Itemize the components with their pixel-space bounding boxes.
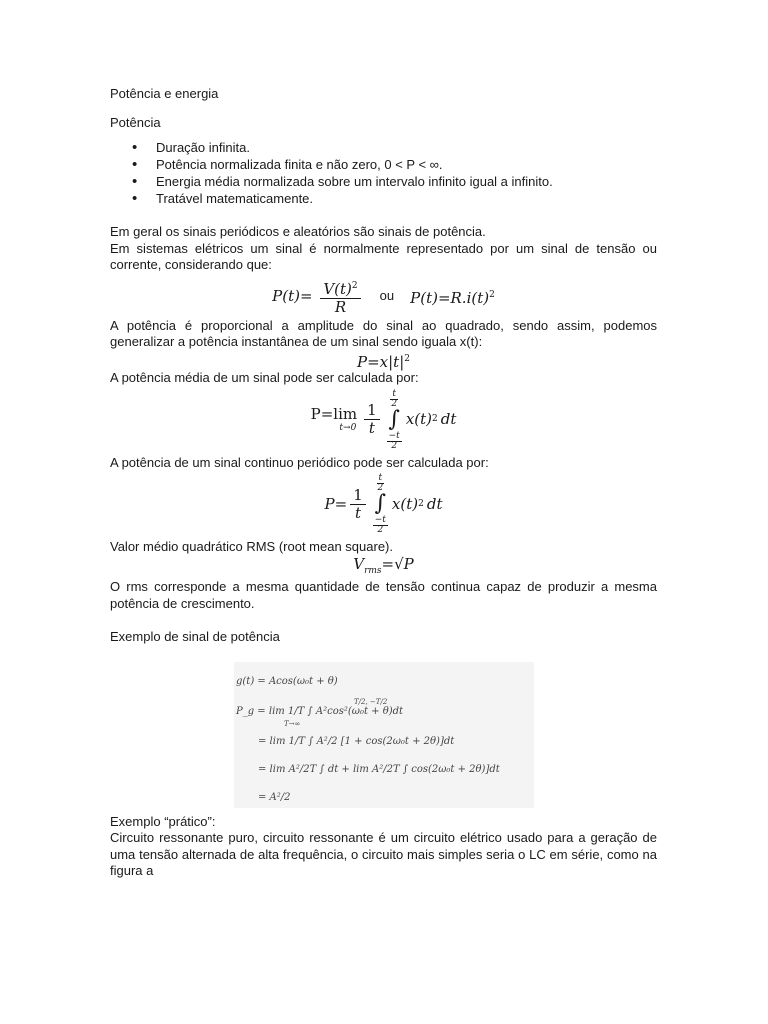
equation-average-power: P=lim t→0 $\frac{1}{t}$ $\frac{t}{2}$ ∫ $\frac{-t}{2}$ x(t) 2 dt (310, 388, 457, 451)
equation-rms (110, 556, 657, 580)
eq4-upper: t (378, 473, 383, 483)
paragraph: A potência é proporcional a amplitude do sinal ao quadrado, sendo assim, podemos generalizar a potência instantânea de um sinal sendo iguala x(t): (110, 317, 657, 349)
eq5-rhs: =√P (381, 554, 414, 573)
bullet-item: • Tratável matematicamente. (110, 190, 657, 207)
equation-power-generalized: $P=x|t|^2$ (357, 352, 410, 371)
eq4-den: t (354, 503, 361, 522)
eq4-two-bottom: 2 (377, 525, 384, 535)
eq1-num: V(t) (323, 279, 352, 298)
eq5-sub: rms (364, 565, 382, 576)
eq3-lhs: P=lim (310, 405, 358, 424)
eq4-num: 1 (350, 487, 366, 505)
example-line: g(t) = Acos(ω₀t + θ) (236, 675, 338, 687)
bullet-item: • Potência normalizada finita e não zero, 0 < P < ∞. (110, 156, 657, 173)
eq3-integrand: x(t) (405, 410, 433, 429)
eq3-num: 1 (364, 402, 380, 420)
paragraph: A potência de um sinal continuo periódico pode ser calculada por: (110, 454, 489, 470)
example-line: = lim A²/2T ∫ dt + lim A²/2T ∫ cos(2ω₀t + 2θ)]dt (258, 763, 500, 775)
example-line: = lim 1/T ∫ A²/2 [1 + cos(2ω₀t + 2θ)]dt (258, 735, 455, 747)
paragraph: Circuito ressonante puro, circuito ressonante é um circuito elétrico usado para a geração de uma tensão alternada de alta frequência, o circuito mais simples seria o LC em série, como na figura a (110, 830, 657, 878)
page-title: Potência e energia (110, 86, 219, 101)
equation-power-instant: P(t)= $\frac{V(t)^2}{R}$ ou $P(t)=R.i(t)^2$ (272, 279, 495, 316)
bullet-item: • Duração infinita. (110, 139, 657, 156)
eq3-limsub: t→0 (339, 422, 357, 433)
eq3-den: t (368, 419, 375, 437)
section-heading-potencia: Potência (110, 114, 161, 130)
equation-periodic-power: P= $\frac{1}{t}$ $\frac{t}{2}$ ∫ $\frac{-t}{2}$ x(t) 2 dt (324, 473, 443, 535)
eq4-integrand: x(t) (391, 494, 419, 513)
example-range: T/2, −T/2 (354, 697, 388, 706)
example-heading: Exemplo de sinal de potência (110, 629, 280, 644)
eq3-lower: −t (388, 430, 400, 441)
eq2-expr: P=x|t| (357, 352, 405, 371)
eq4-lower: −t (374, 515, 386, 525)
eq1-lhs: P(t)= (272, 286, 313, 305)
eq1-ou: ou (379, 288, 395, 304)
eq1-den: R (334, 297, 347, 316)
bullet-list (110, 139, 657, 207)
eq1-rhs: P(t)=R.i(t) (410, 288, 490, 307)
paragraph: Valor médio quadrático RMS (root mean square). (110, 539, 393, 554)
paragraph: Exemplo “prático”: (110, 813, 216, 829)
example-line: = A²/2 (258, 791, 291, 803)
paragraph: A potência média de um sinal pode ser calculada por: (110, 370, 419, 385)
eq3-upper: t (392, 388, 397, 399)
paragraph: O rms corresponde a mesma quantidade de tensão continua capaz de produzir a mesma potência de crescimento. (110, 579, 657, 611)
eq4-lhs: P= (324, 494, 348, 513)
eq3-two-bottom: 2 (391, 440, 398, 451)
eq3-dt: dt (440, 410, 457, 429)
eq5-v: V (353, 554, 365, 573)
eq4-dt: dt (426, 494, 443, 513)
eq3-two-top: 2 (391, 398, 398, 409)
example-equations-image (234, 662, 534, 808)
paragraph: Em sistemas elétricos um sinal é normalmente representado por um sinal de tensão ou corrente, considerando que: (110, 240, 657, 272)
bullet-item: • Energia média normalizada sobre um intervalo infinito igual a infinito. (110, 173, 657, 190)
eq4-two-top: 2 (377, 483, 384, 493)
document-content (110, 86, 657, 880)
paragraph: Em geral os sinais periódicos e aleatórios são sinais de potência. (110, 224, 486, 239)
example-line: P_g = lim 1/T ∫ A²cos²(ω₀t + θ)dt (236, 705, 404, 717)
example-limsub: T→∞ (284, 719, 301, 728)
